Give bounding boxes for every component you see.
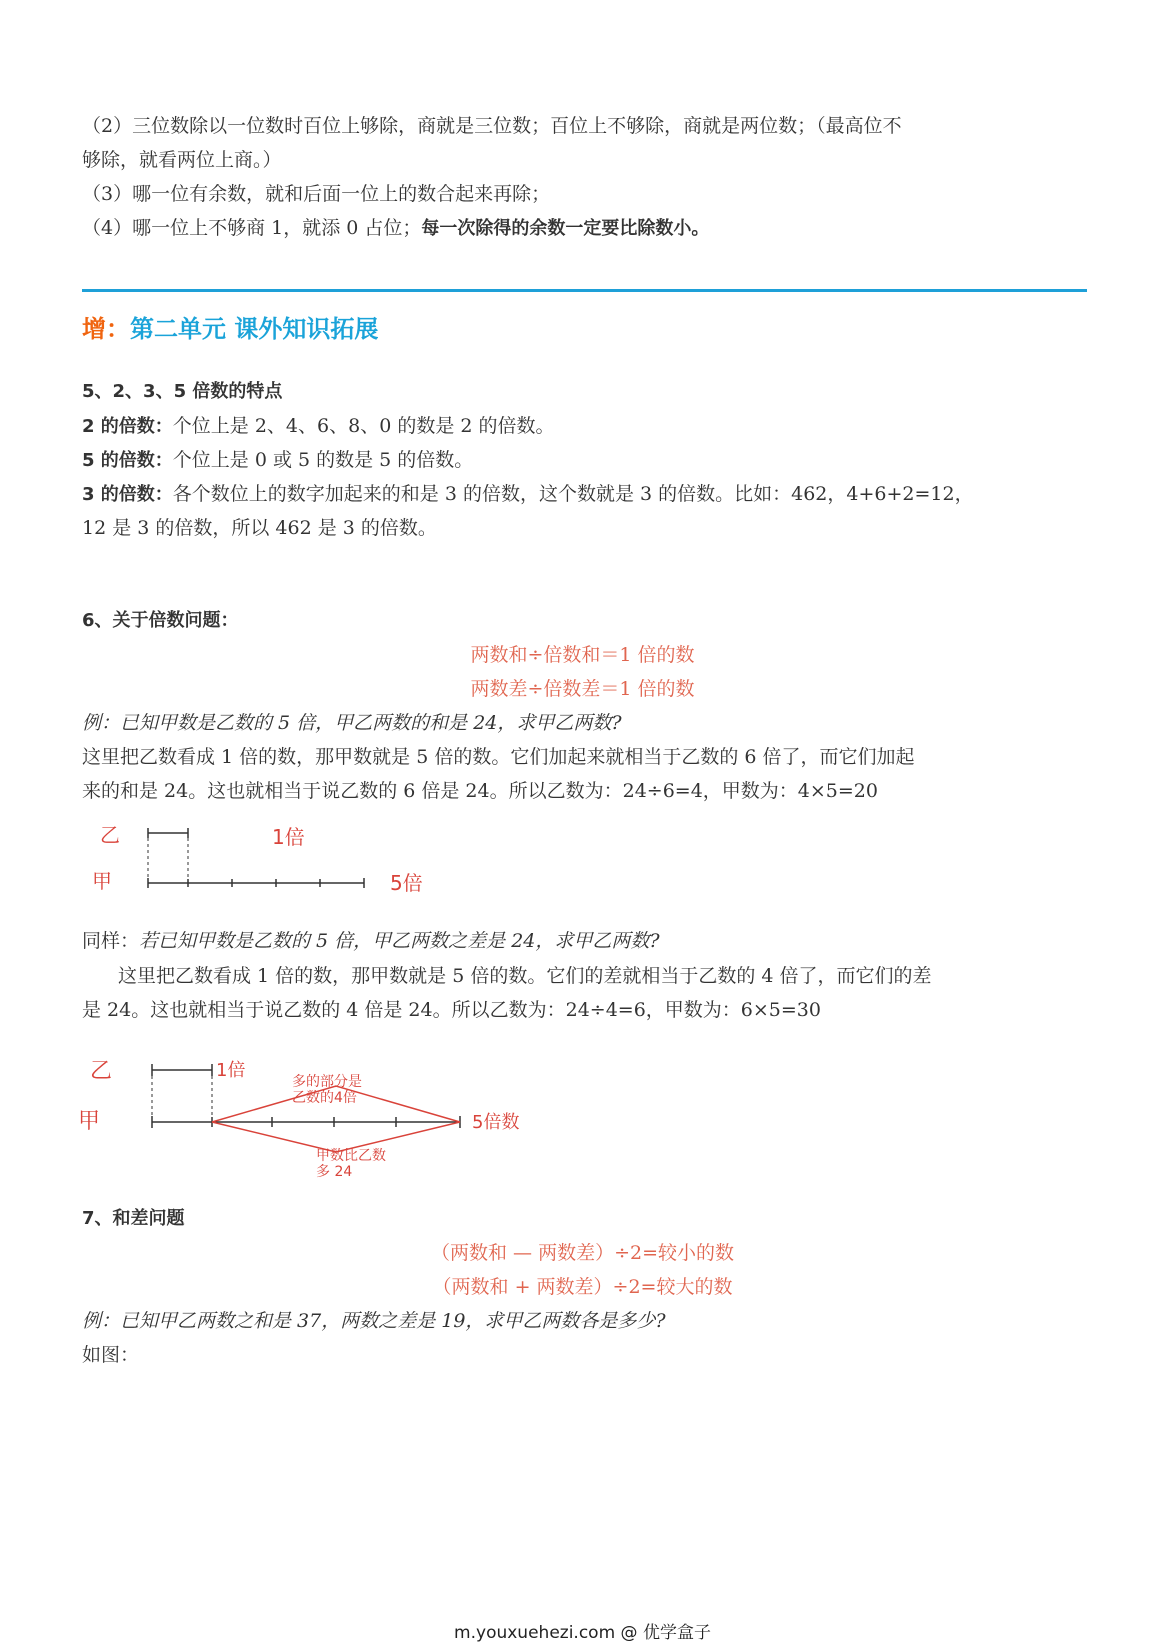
- footer-watermark: m.youxuehezi.com @ 优学盒子: [454, 1623, 711, 1643]
- sum-diff-title: 7、和差问题: [82, 1208, 185, 1229]
- multiples-five: [82, 448, 473, 473]
- rule-3: （3）哪一位有余数，就和后面一位上的数合起来再除；: [82, 183, 551, 205]
- diagram2-diff-line-1: 甲数比乙数: [316, 1148, 386, 1164]
- sum-diff-example: 例：已知甲乙两数之和是 37，两数之差是 19，求甲乙两数各是多少?: [82, 1310, 666, 1332]
- rule-2-line-1: （2）三位数除以一位数时百位上够除，商就是三位数；百位上不够除，商就是两位数；（最高位不: [82, 115, 902, 137]
- times-explain-1-line-2: 来的和是 24。这也就相当于说乙数的 6 倍是 24。所以乙数为：24÷6=4，甲数为：4×5=20: [82, 780, 878, 802]
- times-explain-1-line-1: 这里把乙数看成 1 倍的数，那甲数就是 5 倍的数。它们加起来就相当于乙数的 6 倍了，而它们加起: [82, 746, 915, 768]
- times-diff-diagram: [76, 1042, 556, 1192]
- times-example-2-prefix: 同样：: [82, 930, 140, 952]
- sum-diff-formula-2: （两数和 + 两数差）÷2=较大的数: [432, 1276, 733, 1298]
- section-heading-prefix: 增：: [82, 315, 130, 343]
- multiples-two: [82, 414, 555, 439]
- multiples-two-text: 个位上是 2、4、6、8、0 的数是 2 的倍数。: [172, 415, 555, 437]
- times-explain-2-line-1: 这里把乙数看成 1 倍的数，那甲数就是 5 倍的数。它们的差就相当于乙数的 4 倍了，而它们的差: [118, 965, 932, 987]
- sum-diff-figure-label: 如图：: [82, 1344, 140, 1366]
- times-problem-title: 6、关于倍数问题：: [82, 610, 239, 631]
- diagram2-one-times-label: 1倍: [216, 1060, 246, 1081]
- multiples-five-text: 个位上是 0 或 5 的数是 5 的倍数。: [172, 449, 474, 471]
- diagram1-five-times-label: 5倍: [390, 871, 423, 895]
- diagram2-more-part-line-1: 多的部分是: [292, 1074, 362, 1090]
- diagram1-one-times-label: 1倍: [272, 825, 305, 849]
- multiples-three-text: 各个数位上的数字加起来的和是 3 的倍数，这个数就是 3 的倍数。比如：462，4+6+2=12，: [172, 483, 974, 505]
- rule-4-plain: （4）哪一位上不够商 1，就添 0 占位；: [82, 217, 422, 239]
- times-formula-2: 两数差÷倍数差＝1 倍的数: [470, 678, 695, 700]
- times-explain-2-line-2: 是 24。这也就相当于说乙数的 4 倍是 24。所以乙数为：24÷4=6，甲数为：6×5=30: [82, 999, 821, 1021]
- multiples-two-label: 2 的倍数：: [82, 416, 173, 437]
- diagram2-jia-label: 甲: [78, 1109, 101, 1134]
- multiples-title: 5、2、3、5 倍数的特点: [82, 381, 283, 402]
- multiples-three: [82, 482, 974, 507]
- diagram2-diff-line-2: 多 24: [316, 1164, 353, 1180]
- rule-2-line-2: 够除，就看两位上商。）: [82, 149, 282, 171]
- diagram1-jia-label: 甲: [92, 869, 112, 893]
- rule-4-bold: 每一次除得的余数一定要比除数小。: [421, 218, 710, 239]
- diagram2-five-times-label: 5倍数: [472, 1112, 520, 1133]
- section-divider: [82, 289, 1087, 292]
- times-formula-1: 两数和÷倍数和＝1 倍的数: [470, 644, 695, 666]
- multiples-five-label: 5 的倍数：: [82, 450, 173, 471]
- diagram2-yi-label: 乙: [90, 1059, 113, 1084]
- diagram2-more-part-line-2: 乙数的4倍: [292, 1090, 357, 1106]
- multiples-three-line-2: 12 是 3 的倍数，所以 462 是 3 的倍数。: [82, 517, 437, 539]
- diagram1-yi-label: 乙: [100, 823, 120, 847]
- section-heading-title: 第二单元 课外知识拓展: [130, 315, 379, 343]
- times-example-2: [82, 929, 660, 953]
- multiples-three-label: 3 的倍数：: [82, 484, 173, 505]
- times-sum-diagram: [82, 808, 462, 908]
- section-heading: [82, 314, 378, 344]
- sum-diff-formula-1: （两数和 — 两数差）÷2=较小的数: [430, 1242, 734, 1264]
- times-example-2-text: 若已知甲数是乙数的 5 倍，甲乙两数之差是 24，求甲乙两数?: [139, 930, 660, 952]
- rule-4: [82, 216, 709, 241]
- times-example-1: 例：已知甲数是乙数的 5 倍，甲乙两数的和是 24，求甲乙两数?: [82, 712, 622, 734]
